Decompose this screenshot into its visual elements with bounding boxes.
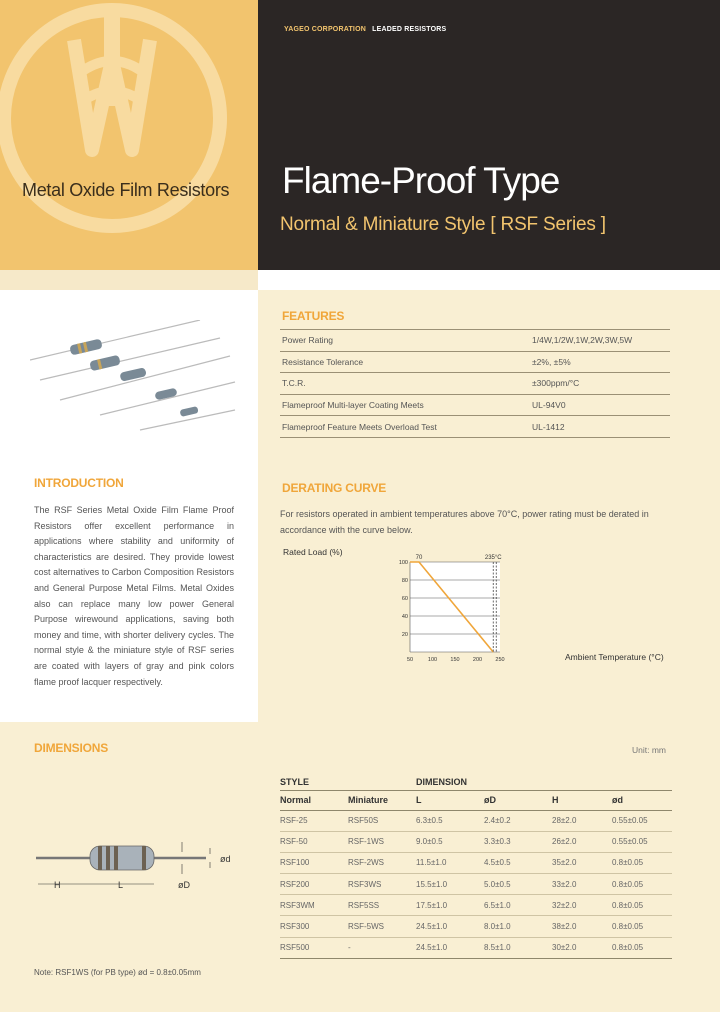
table-row xyxy=(280,916,672,937)
chart-x-ticks xyxy=(407,657,505,663)
yageo-watermark-logo xyxy=(0,0,258,270)
derating-paragraph: For resistors operated in ambient temperatures above 70°C, power rating must be derated in accordance with the curve below. xyxy=(280,509,649,535)
col-h: H xyxy=(552,790,612,810)
cell: 3.3±0.3 xyxy=(484,831,552,852)
chart-y-label: Rated Load (%) xyxy=(283,547,343,557)
cell: 15.5±1.0 xyxy=(416,874,484,895)
derating-chart xyxy=(380,548,510,668)
cell: RSF-2WS xyxy=(348,852,416,873)
breadcrumb xyxy=(284,26,446,33)
table-row xyxy=(280,330,670,352)
cell: 4.5±0.5 xyxy=(484,852,552,873)
category-name: LEADED RESISTORS xyxy=(372,26,447,33)
chart-annotation-70: 70 xyxy=(415,555,423,561)
table-row xyxy=(280,874,672,895)
cell: 32±2.0 xyxy=(552,895,612,916)
cell: 9.0±0.5 xyxy=(416,831,484,852)
col-od: øD xyxy=(484,790,552,810)
chart-x-tick-label: 150 xyxy=(450,657,460,663)
footnote: Note: RSF1WS (for PB type) ød = 0.8±0.05mm xyxy=(34,968,201,977)
cell: 0.55±0.05 xyxy=(612,831,672,852)
chart-x-tick-label: 50 xyxy=(406,657,414,663)
chart-y-tick-label: 40 xyxy=(401,614,408,620)
cell: 0.8±0.05 xyxy=(612,937,672,958)
col-normal: Normal xyxy=(280,790,348,810)
table-row xyxy=(280,373,670,395)
feature-value: ±300ppm/°C xyxy=(530,373,670,395)
cell: 6.3±0.5 xyxy=(416,810,484,831)
chart-y-tick-label: 100 xyxy=(398,560,408,566)
intro-paragraph: The RSF Series Metal Oxide Film Flame Proof Resistors offer excellent performance in applications where stability and uniformity of characteristics are desired. They provide lowest cost alternatives to Carbon Composition Resistors and General Purpose Metal Films. Metal Oxides also can replace many low power General Purpose wirewound applications, saving both money and time, with shorter delivery cycles. The normal style & the miniature style of RSF series are coated with layers of gray and pink colors flame proof lacquer respectively. xyxy=(34,505,234,687)
header-left-panel xyxy=(0,0,258,270)
chart-y-tick-label: 20 xyxy=(401,632,408,638)
cell: RSF-25 xyxy=(280,810,348,831)
feature-label: T.C.R. xyxy=(280,373,530,395)
cell: RSF3WS xyxy=(348,874,416,895)
cell: RSF5SS xyxy=(348,895,416,916)
dim-label-od: øD xyxy=(178,880,190,890)
cell: RSF100 xyxy=(280,852,348,873)
cell: RSF-5WS xyxy=(348,916,416,937)
chart-y-tick-label: 80 xyxy=(401,578,408,584)
feature-label: Flameproof Multi-layer Coating Meets xyxy=(280,394,530,416)
cell: 28±2.0 xyxy=(552,810,612,831)
cell: RSF300 xyxy=(280,916,348,937)
table-row xyxy=(280,937,672,958)
cell: 0.55±0.05 xyxy=(612,810,672,831)
intro-heading: INTRODUCTION xyxy=(34,476,124,490)
chart-y-ticks xyxy=(399,560,408,638)
col-l: L xyxy=(416,790,484,810)
table-row xyxy=(280,852,672,873)
dimension-header: DIMENSION xyxy=(416,774,672,790)
cell: 30±2.0 xyxy=(552,937,612,958)
cell: RSF500 xyxy=(280,937,348,958)
cell: RSF-50 xyxy=(280,831,348,852)
product-family-title: Metal Oxide Film Resistors xyxy=(22,180,230,200)
feature-value: UL-94V0 xyxy=(530,394,670,416)
divider-band xyxy=(0,270,258,290)
unit-label: Unit: mm xyxy=(632,745,666,755)
cell: RSF3WM xyxy=(280,895,348,916)
chart-y-tick-label: 60 xyxy=(401,596,408,602)
feature-label: Resistance Tolerance xyxy=(280,351,530,373)
cell: 35±2.0 xyxy=(552,852,612,873)
cell: 0.8±0.05 xyxy=(612,916,672,937)
dimensions-heading: DIMENSIONS xyxy=(34,741,109,755)
style-header: STYLE xyxy=(280,774,416,790)
cell: RSF50S xyxy=(348,810,416,831)
table-row xyxy=(280,394,670,416)
page-subtitle: Normal & Miniature Style [ RSF Series ] xyxy=(280,214,606,235)
table-row xyxy=(280,416,670,438)
feature-label: Flameproof Feature Meets Overload Test xyxy=(280,416,530,438)
chart-x-tick-label: 200 xyxy=(472,657,483,663)
feature-value: UL-1412 xyxy=(530,416,670,438)
cell: 17.5±1.0 xyxy=(416,895,484,916)
cell: 0.8±0.05 xyxy=(612,895,672,916)
cell: 11.5±1.0 xyxy=(416,852,484,873)
features-heading: FEATURES xyxy=(282,309,345,323)
dim-label-h: H xyxy=(54,880,61,890)
table-row xyxy=(280,831,672,852)
dim-label-dd: ød xyxy=(220,854,231,864)
col-dd: ød xyxy=(612,790,672,810)
cell: 5.0±0.5 xyxy=(484,874,552,895)
chart-x-tick-label: 100 xyxy=(427,657,438,663)
cell: 8.5±1.0 xyxy=(484,937,552,958)
dimensions-table xyxy=(280,774,672,959)
page-title: Flame-Proof Type xyxy=(282,160,560,201)
feature-value: 1/4W,1/2W,1W,2W,3W,5W xyxy=(530,330,670,352)
chart-x-label: Ambient Temperature (°C) xyxy=(565,652,664,662)
cell: 8.0±1.0 xyxy=(484,916,552,937)
chart-plot-area xyxy=(410,562,500,652)
col-miniature: Miniature xyxy=(348,790,416,810)
cell: RSF200 xyxy=(280,874,348,895)
table-row xyxy=(280,351,670,373)
cell: 24.5±1.0 xyxy=(416,916,484,937)
cell: 6.5±1.0 xyxy=(484,895,552,916)
table-row xyxy=(280,895,672,916)
cell: 33±2.0 xyxy=(552,874,612,895)
cell: 26±2.0 xyxy=(552,831,612,852)
cell: 38±2.0 xyxy=(552,916,612,937)
cell: 24.5±1.0 xyxy=(416,937,484,958)
table-row xyxy=(280,810,672,831)
cell: RSF-1WS xyxy=(348,831,416,852)
features-table xyxy=(280,329,670,438)
table-column-header xyxy=(280,790,672,810)
table-group-header xyxy=(280,774,672,790)
feature-value: ±2%, ±5% xyxy=(530,351,670,373)
feature-label: Power Rating xyxy=(280,330,530,352)
chart-annotation-235: 235°C xyxy=(484,555,502,561)
cell: - xyxy=(348,937,416,958)
dim-label-l: L xyxy=(118,880,124,890)
chart-x-tick-label: 250 xyxy=(495,657,505,663)
resistor-photo xyxy=(30,320,240,440)
resistor-dimension-diagram xyxy=(34,838,244,898)
cell: 0.8±0.05 xyxy=(612,874,672,895)
cell: 0.8±0.05 xyxy=(612,852,672,873)
derating-heading: DERATING CURVE xyxy=(282,481,387,495)
cell: 2.4±0.2 xyxy=(484,810,552,831)
company-name: YAGEO CORPORATION xyxy=(284,26,366,33)
